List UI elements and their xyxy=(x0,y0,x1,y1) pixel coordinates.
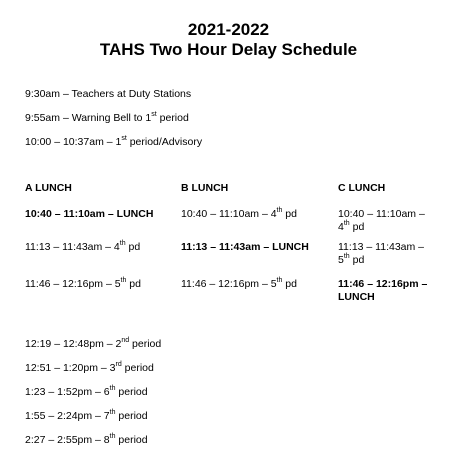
intro-line-text: 9:30am – Teachers at Duty Stations xyxy=(25,88,192,100)
c-lunch-row-text: pd xyxy=(349,221,365,233)
c-lunch-row-text: 10:40 – 11:10am – xyxy=(338,208,425,220)
intro-line-text: period xyxy=(156,112,189,124)
afternoon-line xyxy=(25,386,148,399)
afternoon-line-text: 1:23 – 1:52pm – 6 xyxy=(25,386,110,398)
a-lunch-row-text: 10:40 – 11:10am – LUNCH xyxy=(25,208,154,220)
c-lunch-header: C LUNCH xyxy=(338,182,386,194)
afternoon-line-text: period xyxy=(121,362,154,374)
b-lunch-row xyxy=(181,241,309,254)
c-lunch-row xyxy=(338,278,427,304)
afternoon-line xyxy=(25,410,148,423)
ordinal-suffix: th xyxy=(343,219,350,227)
c-lunch-row xyxy=(338,208,425,234)
afternoon-line-text: period xyxy=(115,410,148,422)
intro-line-text: 10:00 – 10:37am – 1 xyxy=(25,136,122,148)
ordinal-suffix: th xyxy=(109,408,116,416)
afternoon-line xyxy=(25,338,161,351)
a-lunch-row-text: 11:46 – 12:16pm – 5 xyxy=(25,278,121,290)
ordinal-suffix: th xyxy=(343,252,350,260)
afternoon-line-text: 12:51 – 1:20pm – 3 xyxy=(25,362,116,374)
afternoon-line xyxy=(25,434,148,447)
b-lunch-row-text: 11:13 – 11:43am – LUNCH xyxy=(181,241,309,253)
c-lunch-row xyxy=(338,241,424,267)
ordinal-suffix: nd xyxy=(121,336,130,344)
schedule-title-year: 2021-2022 xyxy=(187,20,270,39)
afternoon-line xyxy=(25,362,154,375)
a-lunch-row-text: pd xyxy=(126,278,141,290)
a-lunch-header: A LUNCH xyxy=(25,182,72,194)
c-lunch-row-text: 4 xyxy=(338,221,344,233)
c-lunch-row-text: LUNCH xyxy=(338,291,375,303)
afternoon-line-text: period xyxy=(129,338,162,350)
c-lunch-row-text: 11:13 – 11:43am – xyxy=(338,241,425,253)
afternoon-line-text: 1:55 – 2:24pm – 7 xyxy=(25,410,110,422)
b-lunch-row xyxy=(181,208,297,221)
intro-line-text: 9:55am – Warning Bell to 1 xyxy=(25,112,152,124)
intro-line-text: period/Advisory xyxy=(126,136,203,148)
a-lunch-row xyxy=(25,278,141,291)
afternoon-line-text: period xyxy=(115,386,148,398)
intro-line xyxy=(25,112,189,125)
afternoon-line-text: 2:27 – 2:55pm – 8 xyxy=(25,434,110,446)
a-lunch-row xyxy=(25,208,153,221)
b-lunch-row-text: 11:46 – 12:16pm – 5 xyxy=(181,278,277,290)
b-lunch-row-text: 10:40 – 11:10am – 4 xyxy=(181,208,277,220)
ordinal-suffix: st xyxy=(151,110,157,118)
a-lunch-row-text: pd xyxy=(125,241,141,253)
ordinal-suffix: th xyxy=(276,276,283,284)
ordinal-suffix: th xyxy=(120,276,127,284)
ordinal-suffix: th xyxy=(109,432,116,440)
intro-line xyxy=(25,88,191,101)
a-lunch-row xyxy=(25,241,140,254)
intro-line xyxy=(25,136,202,149)
a-lunch-row-text: 11:13 – 11:43am – 4 xyxy=(25,241,120,253)
b-lunch-row-text: pd xyxy=(282,278,297,290)
ordinal-suffix: th xyxy=(276,206,283,214)
b-lunch-header: B LUNCH xyxy=(181,182,229,194)
afternoon-line-text: period xyxy=(115,434,148,446)
schedule-title: TAHS Two Hour Delay Schedule xyxy=(99,40,358,59)
b-lunch-row-text: pd xyxy=(282,208,297,220)
c-lunch-row-text: pd xyxy=(349,254,365,266)
ordinal-suffix: st xyxy=(121,134,127,142)
c-lunch-row-text: 11:46 – 12:16pm – xyxy=(338,278,428,290)
b-lunch-row xyxy=(181,278,297,291)
ordinal-suffix: th xyxy=(109,384,116,392)
afternoon-line-text: 12:19 – 12:48pm – 2 xyxy=(25,338,122,350)
ordinal-suffix: rd xyxy=(115,360,122,368)
ordinal-suffix: th xyxy=(119,239,126,247)
c-lunch-row-text: 5 xyxy=(338,254,344,266)
